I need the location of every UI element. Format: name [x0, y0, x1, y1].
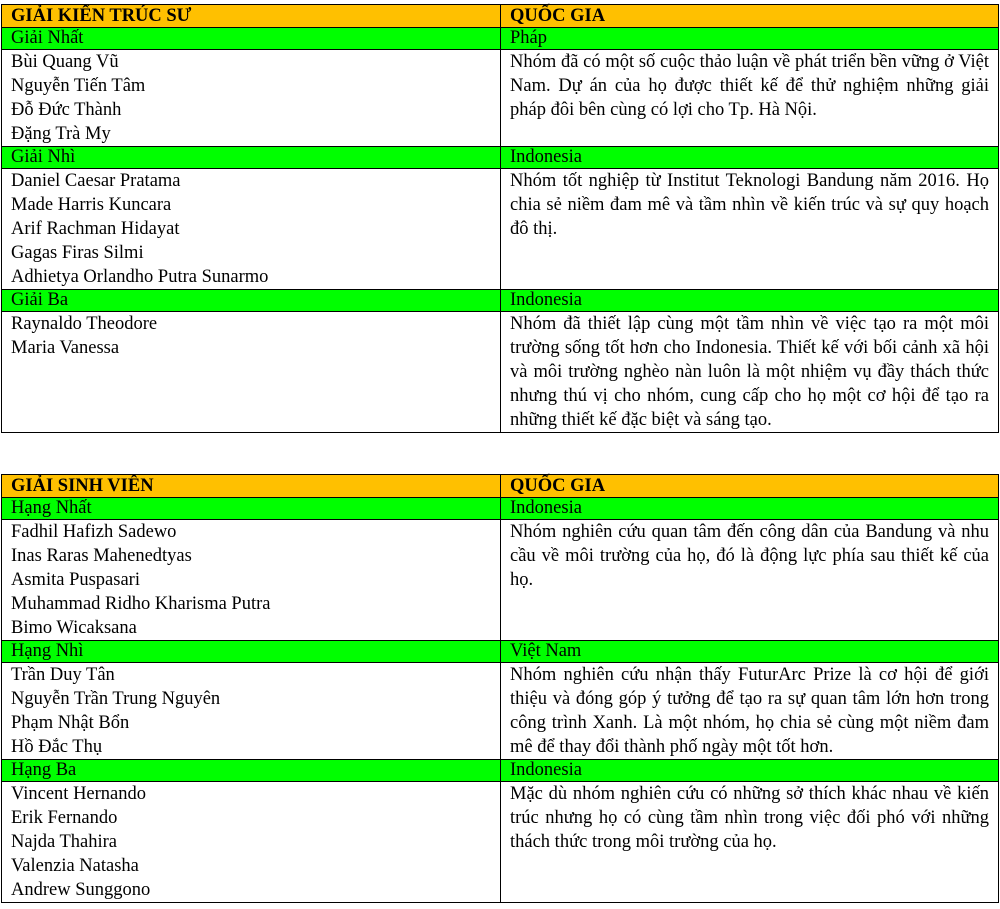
country-header: QUỐC GIA	[501, 475, 999, 498]
team-member: Nguyễn Tiến Tâm	[11, 76, 146, 96]
category-header: GIẢI KIẾN TRÚC SƯ	[2, 5, 501, 28]
team-member: Maria Vanessa	[11, 338, 120, 358]
prize-rank-row	[2, 498, 999, 520]
prize-country: Indonesia	[501, 290, 999, 312]
team-member: Fadhil Hafizh Sadewo	[11, 522, 177, 542]
prize-detail-row	[2, 663, 999, 760]
team-member: Asmita Puspasari	[11, 570, 140, 590]
country-header: QUỐC GIA	[501, 5, 999, 28]
prize-rank-row	[2, 147, 999, 169]
team-members	[2, 169, 501, 290]
team-members	[2, 50, 501, 147]
team-member: Valenzia Natasha	[11, 856, 139, 876]
team-member: Vincent Hernando	[11, 784, 147, 804]
team-member: Đỗ Đức Thành	[11, 100, 122, 120]
prize-country: Indonesia	[501, 498, 999, 520]
prize-country: Việt Nam	[501, 641, 999, 663]
prize-rank: Giải Ba	[2, 290, 501, 312]
team-member: Inas Raras Mahenedtyas	[11, 546, 192, 566]
team-members	[2, 663, 501, 760]
prize-detail-row	[2, 520, 999, 641]
team-description: Nhóm nghiên cứu quan tâm đến công dân của Bandung và nhu cầu về môi trường của họ, đó là động lực phía sau thiết kế của họ.	[501, 520, 999, 641]
team-description: Nhóm đã thiết lập cùng một tầm nhìn về việc tạo ra một môi trường sống tốt hơn cho Indonesia. Thiết kế với bối cảnh xã hội và môi trường nghèo nàn luôn là một nhiệm vụ đầy thách thức nhưng thú vị cho nhóm, cung cấp cho họ một cơ hội để tạo ra những thiết kế đặc biệt và sáng tạo.	[501, 312, 999, 433]
team-member: Bimo Wicaksana	[11, 618, 137, 638]
team-members	[2, 782, 501, 903]
prize-rank-row	[2, 641, 999, 663]
prize-detail-row	[2, 50, 999, 147]
team-member: Đặng Trà My	[11, 124, 111, 144]
team-member: Phạm Nhật Bổn	[11, 713, 130, 733]
prize-rank-row	[2, 290, 999, 312]
team-description: Nhóm tốt nghiệp từ Institut Teknologi Bandung năm 2016. Họ chia sẻ niềm đam mê và tầm nhìn về kiến trúc và sự quy hoạch đô thị.	[501, 169, 999, 290]
team-description: Mặc dù nhóm nghiên cứu có những sở thích khác nhau về kiến trúc nhưng họ có cùng tầm nhìn trong việc đối phó với những thách thức trong môi trường của họ.	[501, 782, 999, 903]
table-header-row	[2, 5, 999, 28]
team-member: Najda Thahira	[11, 832, 117, 852]
team-members	[2, 520, 501, 641]
team-member: Erik Fernando	[11, 808, 118, 828]
team-member: Hồ Đắc Thụ	[11, 737, 103, 757]
team-member: Andrew Sunggono	[11, 880, 151, 900]
prize-rank: Giải Nhì	[2, 147, 501, 169]
team-members	[2, 312, 501, 433]
team-member: Trần Duy Tân	[11, 665, 115, 685]
team-member: Gagas Firas Silmi	[11, 243, 144, 263]
prize-rank: Hạng Nhất	[2, 498, 501, 520]
prize-rank: Hạng Nhì	[2, 641, 501, 663]
team-member: Raynaldo Theodore	[11, 314, 158, 334]
prize-country: Indonesia	[501, 147, 999, 169]
table-header-row	[2, 475, 999, 498]
architect-awards-table	[1, 4, 999, 433]
prize-detail-row	[2, 312, 999, 433]
team-member: Daniel Caesar Pratama	[11, 171, 181, 191]
category-header: GIẢI SINH VIÊN	[2, 475, 501, 498]
prize-detail-row	[2, 782, 999, 903]
prize-country: Pháp	[501, 28, 999, 50]
team-member: Bùi Quang Vũ	[11, 52, 119, 72]
prize-country: Indonesia	[501, 760, 999, 782]
prize-rank: Hạng Ba	[2, 760, 501, 782]
prize-rank-row	[2, 28, 999, 50]
team-member: Nguyễn Trần Trung Nguyên	[11, 689, 221, 709]
prize-detail-row	[2, 169, 999, 290]
student-awards-table	[1, 474, 999, 903]
prize-rank-row	[2, 760, 999, 782]
prize-rank: Giải Nhất	[2, 28, 501, 50]
team-member: Adhietya Orlandho Putra Sunarmo	[11, 267, 269, 287]
team-description: Nhóm nghiên cứu nhận thấy FuturArc Prize là cơ hội để giới thiệu và đóng góp ý tưởng để tạo ra sự quan tâm lớn hơn trong công trình Xanh. Là một nhóm, họ chia sẻ cùng một niềm đam mê để thay đổi thành phố ngày một tốt hơn.	[501, 663, 999, 760]
team-member: Muhammad Ridho Kharisma Putra	[11, 594, 271, 614]
team-member: Made Harris Kuncara	[11, 195, 172, 215]
team-member: Arif Rachman Hidayat	[11, 219, 180, 239]
team-description: Nhóm đã có một số cuộc thảo luận về phát triển bền vững ở Việt Nam. Dự án của họ được thiết kế để thử nghiệm những giải pháp đôi bên cùng có lợi cho Tp. Hà Nội.	[501, 50, 999, 147]
